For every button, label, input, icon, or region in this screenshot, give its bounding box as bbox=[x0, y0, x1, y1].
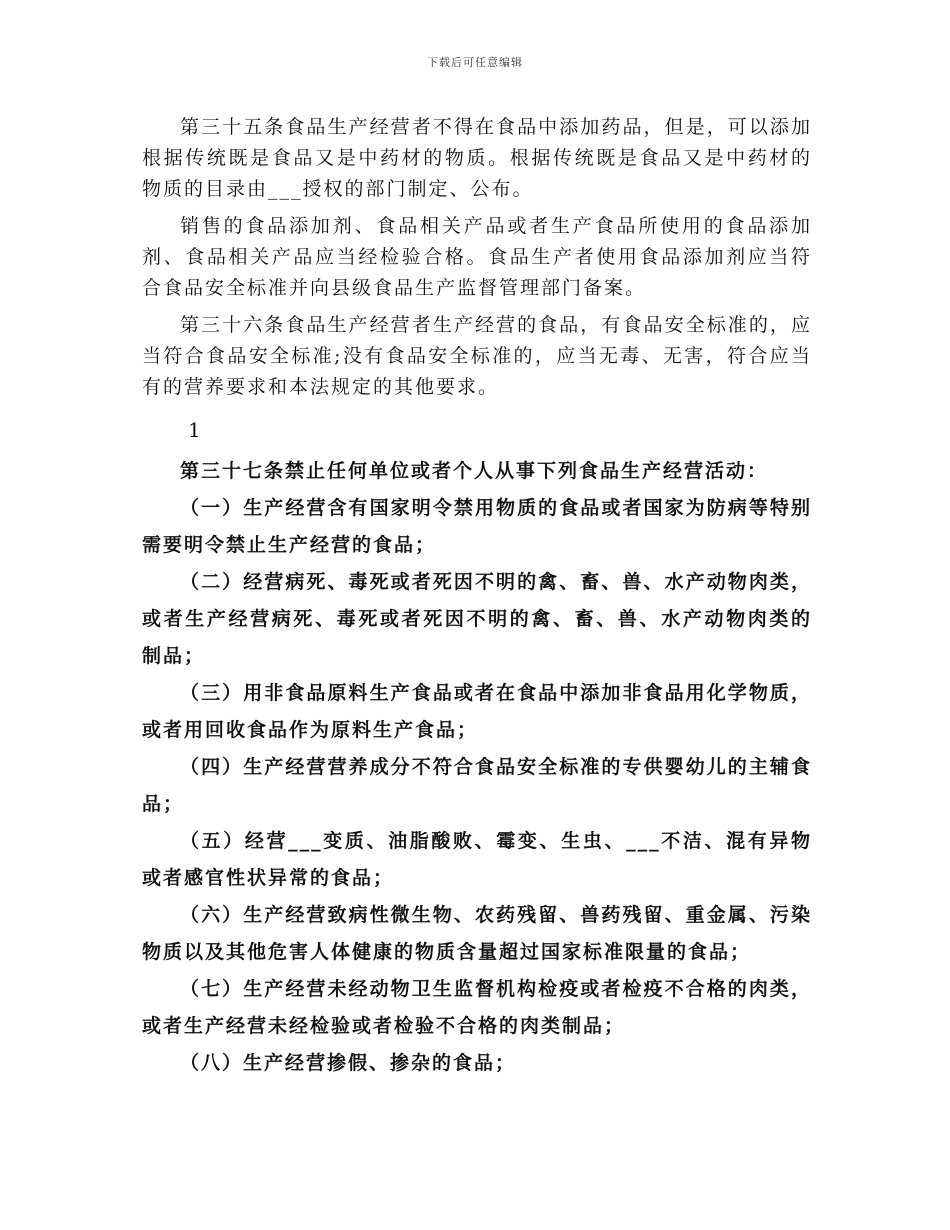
article-36-paragraph: 第三十六条食品生产经营者生产经营的食品，有食品安全标准的，应当符合食品安全标准;没有食品安全标准的，应当无毒、无害，符合应当有的营养要求和本法规定的其他要求。 bbox=[142, 314, 812, 398]
article-37-item-8: （八）生产经营掺假、掺杂的食品； bbox=[180, 1052, 517, 1074]
article-37-item-5: （五）经营___变质、油脂酸败、霉变、生虫、___不洁、混有异物或者感官性状异常的食品； bbox=[142, 830, 812, 889]
article-37-item-2: （二）经营病死、毒死或者死因不明的禽、畜、兽、水产动物肉类，或者生产经营病死、毒死或者死因不明的禽、畜、兽、水产动物肉类的制品； bbox=[142, 571, 812, 667]
document-body bbox=[142, 112, 812, 1082]
page-number: 1 bbox=[188, 418, 201, 442]
article-35-paragraph: 第三十五条食品生产经营者不得在食品中添加药品，但是，可以添加根据传统既是食品又是中药材的物质。根据传统既是食品又是中药材的物质的目录由___授权的部门制定、公布。 bbox=[142, 116, 812, 200]
page-header: 下载后可任意编辑 bbox=[427, 56, 523, 69]
article-37-item-6: （六）生产经营致病性微生物、农药残留、兽药残留、重金属、污染物质以及其他危害人体健康的物质含量超过国家标准限量的食品； bbox=[142, 904, 812, 963]
article-37-item-3: （三）用非食品原料生产食品或者在食品中添加非食品用化学物质，或者用回收食品作为原料生产食品； bbox=[142, 682, 812, 741]
article-37-item-1: （一）生产经营含有国家明令禁用物质的食品或者国家为防病等特别需要明令禁止生产经营的食品； bbox=[142, 497, 812, 556]
article-37-item-4: （四）生产经营营养成分不符合食品安全标准的专供婴幼儿的主辅食品； bbox=[142, 756, 812, 815]
article-37-heading: 第三十七条禁止任何单位或者个人从事下列食品生产经营活动： bbox=[180, 460, 769, 482]
article-37-item-7: （七）生产经营未经动物卫生监督机构检疫或者检疫不合格的肉类，或者生产经营未经检验或者检验不合格的肉类制品； bbox=[142, 978, 812, 1037]
food-additive-paragraph: 销售的食品添加剂、食品相关产品或者生产食品所使用的食品添加剂、食品相关产品应当经检验合格。食品生产者使用食品添加剂应当符合食品安全标准并向县级食品生产监督管理部门备案。 bbox=[142, 215, 812, 299]
